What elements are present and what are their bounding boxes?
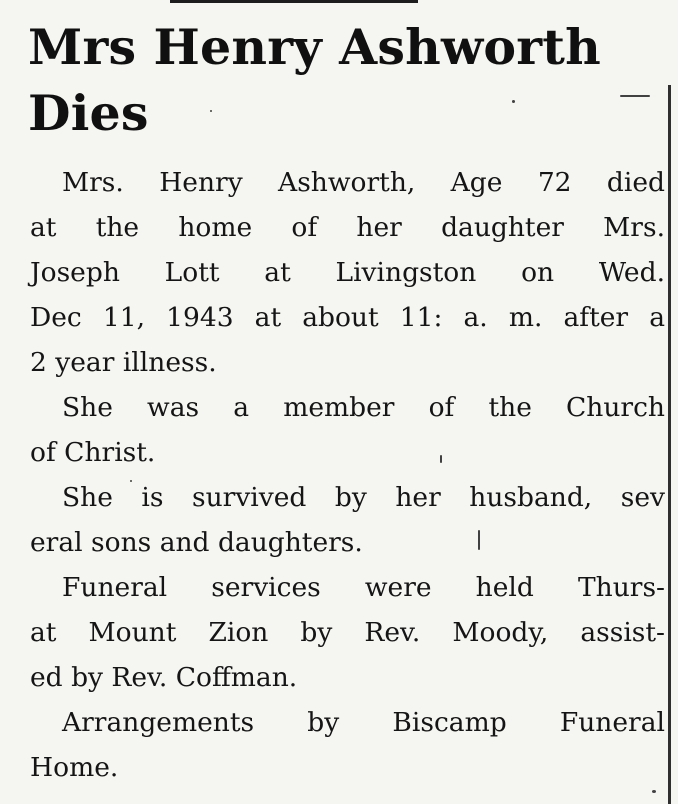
speck xyxy=(620,95,650,97)
paragraph-funeral-services xyxy=(30,565,665,700)
right-column-rule xyxy=(668,85,671,804)
paragraph-arrangements xyxy=(30,700,665,790)
text-line: at the home of her daughter Mrs. xyxy=(30,212,665,243)
text-line: of Christ. xyxy=(30,437,156,468)
text-line: 2 year illness. xyxy=(30,347,217,378)
text-line: Home. xyxy=(30,752,119,783)
text-line: ed by Rev. Coffman. xyxy=(30,662,298,693)
speck xyxy=(652,790,656,793)
text-line: at Mount Zion by Rev. Moody, assist- xyxy=(30,617,665,648)
text-line: She was a member of the Church xyxy=(62,392,665,423)
text-line: Mrs. Henry Ashworth, Age 72 died xyxy=(62,167,665,198)
headline-line-1: Mrs Henry Ashworth xyxy=(28,18,601,76)
headline-line-2: Dies xyxy=(28,84,149,142)
headline xyxy=(28,14,648,146)
paragraph-survivors xyxy=(30,475,665,565)
text-line: Joseph Lott at Livingston on Wed. xyxy=(30,257,665,288)
text-line: Dec 11, 1943 at about 11: a. m. after a xyxy=(30,302,665,333)
speck xyxy=(130,480,132,482)
speck xyxy=(210,110,212,112)
text-line: Funeral services were held Thurs- xyxy=(62,572,665,603)
article-body xyxy=(30,160,665,790)
top-column-rule xyxy=(170,0,418,3)
text-line: Arrangements by Biscamp Funeral xyxy=(62,707,665,738)
paragraph-death-notice xyxy=(30,160,665,385)
paragraph-church xyxy=(30,385,665,475)
text-line: eral sons and daughters. xyxy=(30,527,363,558)
speck xyxy=(440,455,442,463)
speck xyxy=(512,100,515,103)
speck xyxy=(478,530,480,550)
text-line: She is survived by her husband, sev xyxy=(62,482,665,513)
